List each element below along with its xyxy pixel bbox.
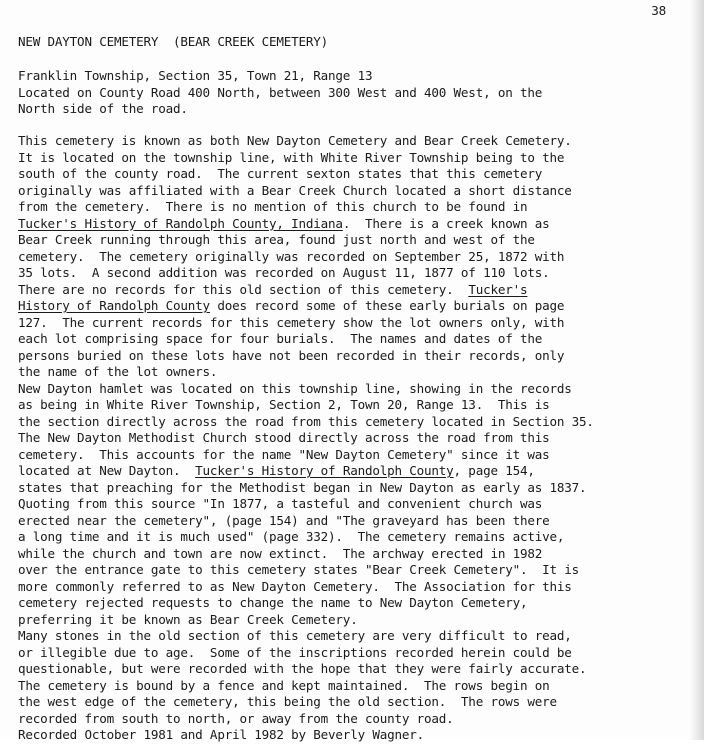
underlined-text: History of Randolph County bbox=[18, 298, 210, 313]
body-line bbox=[18, 414, 688, 431]
text-segment: located at New Dayton. bbox=[18, 463, 196, 478]
page-number: 38 bbox=[651, 3, 666, 18]
body-line bbox=[18, 480, 688, 497]
body-line bbox=[18, 727, 688, 744]
text-segment: questionable, but were recorded with the hope that they were fairly accurate. bbox=[18, 661, 587, 676]
text-segment: Many stones in the old section of this cemetery are very difficult to read, bbox=[18, 628, 572, 643]
location-block bbox=[18, 68, 688, 118]
body-line bbox=[18, 694, 688, 711]
underlined-text: Tucker's History of Randolph County bbox=[195, 463, 454, 478]
text-segment: the west edge of the cemetery, this being the old section. The rows were bbox=[18, 694, 557, 709]
text-segment: The New Dayton Methodist Church stood directly across the road from this bbox=[18, 430, 550, 445]
body-line bbox=[18, 249, 688, 266]
text-segment: states that preaching for the Methodist began in New Dayton as early as 1837. bbox=[18, 479, 587, 495]
body-line bbox=[18, 381, 688, 398]
text-segment: This cemetery is known as both New Dayton Cemetery and Bear Creek Cemetery. bbox=[18, 133, 572, 148]
body-line bbox=[18, 298, 688, 315]
text-segment: or illegible due to age. Some of the inscriptions recorded herein could be bbox=[18, 644, 572, 660]
body-line bbox=[18, 430, 688, 447]
body-line bbox=[18, 562, 688, 579]
body-line bbox=[18, 265, 688, 282]
text-segment: There are no records for this old section of this cemetery. bbox=[18, 281, 469, 297]
body-line bbox=[18, 150, 688, 167]
text-segment: originally was affiliated with a Bear Creek Church located a short distance bbox=[18, 182, 572, 198]
text-segment: as being in White River Township, Section 2, Town 20, Range 13. This is bbox=[18, 397, 550, 412]
text-segment: , page 154, bbox=[453, 463, 535, 478]
text-segment: over the entrance gate to this cemetery states "Bear Creek Cemetery". It is bbox=[18, 562, 580, 577]
body-line bbox=[18, 496, 688, 513]
body-line bbox=[18, 546, 688, 563]
text-segment: preferring it be known as Bear Creek Cemetery. bbox=[18, 611, 358, 627]
body-line bbox=[18, 166, 688, 183]
body-line bbox=[18, 183, 688, 200]
text-segment: cemetery rejected requests to change the name to New Dayton Cemetery, bbox=[18, 595, 528, 610]
text-segment: the section directly across the road from this cemetery located in Section 35. bbox=[18, 413, 594, 429]
location-line: Franklin Township, Section 35, Town 21, Range 13 bbox=[18, 68, 373, 83]
text-segment: erected near the cemetery", (page 154) and "The graveyard has been there bbox=[18, 512, 550, 528]
location-line: Located on County Road 400 North, between 300 West and 400 West, on the bbox=[18, 84, 543, 100]
text-segment: the name of the lot owners. bbox=[18, 364, 218, 379]
text-segment: persons buried on these lots have not been recorded in their records, only bbox=[18, 347, 565, 363]
body-line bbox=[18, 529, 688, 546]
document-title: NEW DAYTON CEMETERY (BEAR CREEK CEMETERY) bbox=[18, 34, 329, 49]
text-segment: south of the county road. The current sexton states that this cemetery bbox=[18, 166, 543, 181]
text-segment: New Dayton hamlet was located on this township line, showing in the records bbox=[18, 380, 572, 396]
body-line bbox=[18, 447, 688, 464]
text-segment: does record some of these early burials on page bbox=[209, 298, 565, 313]
body-line bbox=[18, 513, 688, 530]
text-segment: cemetery. This accounts for the name "New Dayton Cemetery" since it was bbox=[18, 446, 550, 462]
text-segment: each lot comprising space for four burials. The names and dates of the bbox=[18, 331, 543, 346]
text-segment: Quoting from this source "In 1877, a tasteful and convenient church was bbox=[18, 496, 543, 511]
location-line: North side of the road. bbox=[18, 101, 188, 116]
body-line bbox=[18, 282, 688, 299]
body-line bbox=[18, 661, 688, 678]
body-line bbox=[18, 628, 688, 645]
text-segment: more commonly referred to as New Dayton Cemetery. The Association for this bbox=[18, 578, 572, 594]
body-line bbox=[18, 711, 688, 728]
body-line bbox=[18, 595, 688, 612]
body-line bbox=[18, 331, 688, 348]
body-text bbox=[18, 133, 688, 744]
body-line bbox=[18, 315, 688, 332]
body-line bbox=[18, 199, 688, 216]
text-segment: from the cemetery. There is no mention of this church to be found in bbox=[18, 199, 528, 214]
body-line bbox=[18, 463, 688, 480]
text-segment: while the church and town are now extinct. The archway erected in 1982 bbox=[18, 545, 543, 561]
text-segment: a long time and it is much used" (page 332). The cemetery remains active, bbox=[18, 529, 565, 544]
text-segment: cemetery. The cemetery originally was recorded on September 25, 1872 with bbox=[18, 248, 565, 264]
body-line bbox=[18, 397, 688, 414]
text-segment: Recorded October 1981 and April 1982 by Beverly Wagner. bbox=[18, 727, 425, 742]
body-line bbox=[18, 364, 688, 381]
body-line bbox=[18, 678, 688, 695]
text-segment: recorded from south to north, or away from the county road. bbox=[18, 710, 454, 726]
body-line bbox=[18, 133, 688, 150]
text-segment: The cemetery is bound by a fence and kept maintained. The rows begin on bbox=[18, 677, 550, 693]
body-line bbox=[18, 612, 688, 629]
underlined-text: Tucker's bbox=[468, 281, 528, 297]
text-segment: Bear Creek running through this area, found just north and west of the bbox=[18, 232, 535, 247]
page-edge-shadow bbox=[690, 0, 704, 740]
text-segment: It is located on the township line, with White River Township being to the bbox=[18, 149, 565, 165]
text-segment: 35 lots. A second addition was recorded on August 11, 1877 of 110 lots. bbox=[18, 265, 550, 280]
body-line bbox=[18, 579, 688, 596]
text-segment: . There is a creek known as bbox=[342, 215, 550, 231]
body-line bbox=[18, 216, 688, 233]
body-line bbox=[18, 232, 688, 249]
body-line bbox=[18, 645, 688, 662]
text-segment: 127. The current records for this cemetery show the lot owners only, with bbox=[18, 314, 565, 330]
body-line bbox=[18, 348, 688, 365]
underlined-text: Tucker's History of Randolph County, Indiana bbox=[18, 215, 343, 231]
